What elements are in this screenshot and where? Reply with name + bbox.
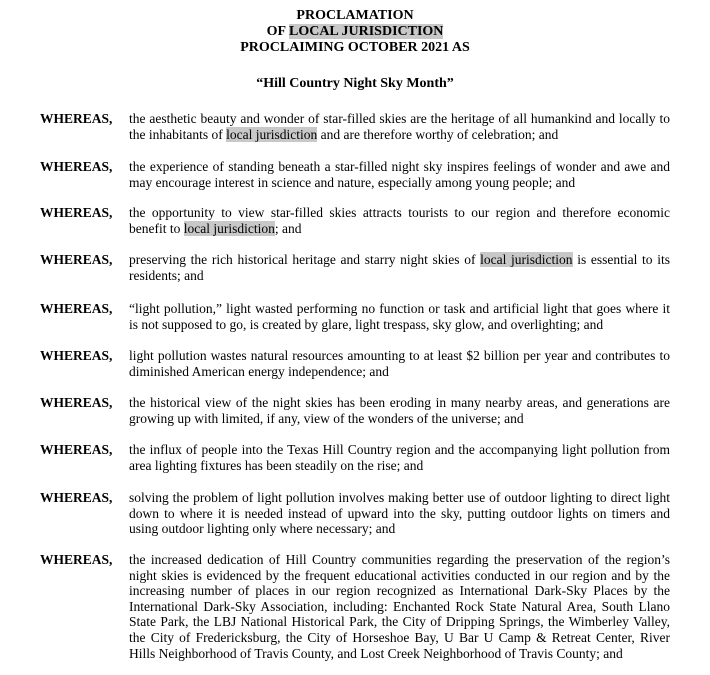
header-line-2 [0, 24, 710, 40]
clause-text: solving the problem of light pollution involves making better use of outdoor lighting to direct light down to where it is needed instead of upward into the sky, putting outdoor lights on timers and using outdoor lighting only where necessary; and [129, 490, 670, 537]
proclamation-subtitle: “Hill Country Night Sky Month” [256, 76, 454, 91]
clause-text: the increased dedication of Hill Country communities regarding the preservation of the region’s night skies is evidenced by the frequent educational activities conducted in our region and by the increasing number of places in our region recognized as International Dark-Sky Places by the International Dark-Sky Association, including: Enchanted Rock State Natural Area, South Llano State Park, the LBJ National Historical Park, the City of Dripping Springs, the Wimberley Valley, the City of Fredericksburg, the City of Horseshoe Bay, U Bar U Camp & Retreat Center, River Hills Neighborhood of Travis County, and Lost Creek Neighborhood of Travis County; and [129, 552, 670, 661]
clause-text-part: and are therefore worthy of celebration; and [317, 126, 559, 142]
clause-text: the influx of people into the Texas Hill Country region and the accompanying light pollution from area lighting fixtures has been steadily on the rise; and [129, 442, 670, 473]
clause-text-part: the opportunity to view star-filled skies attracts tourists to our region and therefore economic benefit to [129, 205, 670, 236]
clause-text-part: the aesthetic beauty and wonder of star-filled skies are the heritage of all humankind and locally to the inhabitants of [129, 111, 670, 142]
header-line-3: PROCLAIMING OCTOBER 2021 AS [240, 40, 470, 55]
clause-label: WHEREAS, [40, 205, 113, 220]
clause-label: WHEREAS, [40, 348, 113, 363]
clause-text: the experience of standing beneath a star-filled night sky inspires feelings of wonder and awe and may encourage interest in science and nature, especially among young people; and [129, 159, 670, 190]
document-header [0, 8, 710, 56]
clause-label: WHEREAS, [40, 552, 113, 567]
clause-text [129, 205, 670, 236]
clause-label: WHEREAS, [40, 252, 113, 267]
clause-label: WHEREAS, [40, 442, 113, 457]
header-line-2-prefix: OF [266, 24, 289, 39]
clause-text: the historical view of the night skies has been eroding in many nearby areas, and generations are growing up with limited, if any, view of the wonders of the universe; and [129, 395, 670, 426]
clause-text: light pollution wastes natural resources amounting to at least $2 billion per year and contributes to diminished American energy independence; and [129, 348, 670, 379]
clause-text [129, 252, 670, 283]
clause-label: WHEREAS, [40, 395, 113, 410]
clause-text-part: ; and [274, 220, 302, 236]
clause-text [129, 111, 670, 142]
header-line-1: PROCLAMATION [296, 8, 414, 23]
clause-text-part: preserving the rich historical heritage and starry night skies of [129, 252, 481, 267]
clause-text: “light pollution,” light wasted performing no function or task and artificial light that goes where it is not supposed to go, is created by glare, light trespass, sky glow, and overlighting; and [129, 301, 670, 332]
clause-text-part: is essential to its residents; and [129, 252, 670, 283]
clause-label: WHEREAS, [40, 490, 113, 505]
jurisdiction-highlight: local jurisdiction [480, 252, 573, 267]
clause-label: WHEREAS, [40, 301, 113, 316]
jurisdiction-highlight: local jurisdiction [183, 220, 275, 236]
clause-label: WHEREAS, [40, 159, 113, 174]
jurisdiction-highlight: LOCAL JURISDICTION [288, 24, 444, 39]
jurisdiction-highlight: local jurisdiction [226, 126, 318, 142]
clause-label: WHEREAS, [40, 111, 113, 126]
